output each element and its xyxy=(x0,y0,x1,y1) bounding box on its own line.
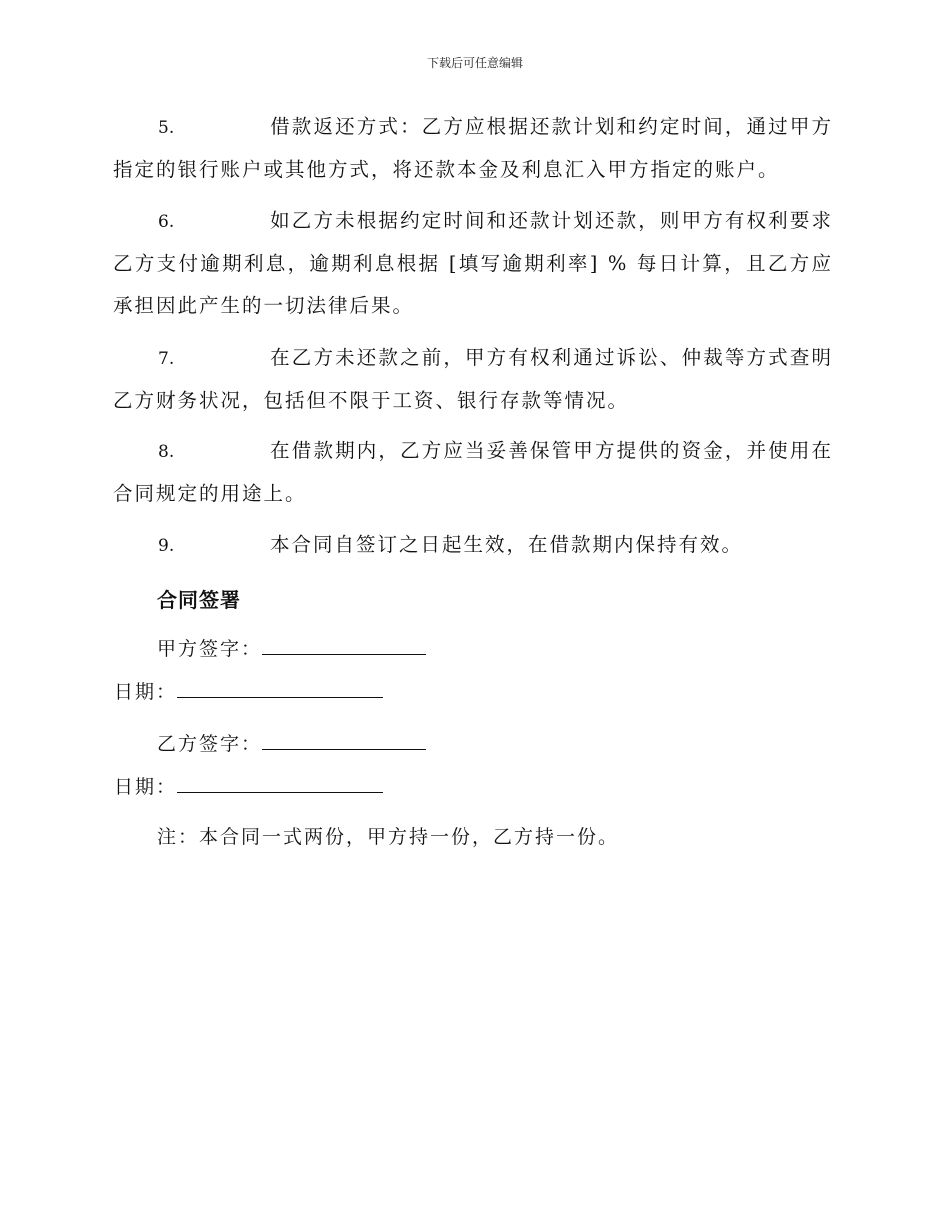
copies-note: 注：本合同一式两份，甲方持一份，乙方持一份。 xyxy=(157,826,620,848)
party-a-date-line xyxy=(114,679,383,704)
clause-number: 8. xyxy=(158,442,175,462)
clause-5 xyxy=(113,106,833,191)
party-b-date-line xyxy=(114,774,383,799)
party-a-label: 甲方签字： xyxy=(157,638,263,660)
clause-text: 本合同自签订之日起生效，在借款期内保持有效。 xyxy=(270,533,744,556)
date-b-label: 日期： xyxy=(114,776,178,798)
clause-text: 在借款期内，乙方应当妥善保管甲方提供的资金，并使用在合同规定的用途上。 xyxy=(113,439,833,505)
clause-number: 7. xyxy=(158,349,175,369)
party-b-signature-field[interactable] xyxy=(262,731,426,750)
clause-6 xyxy=(113,200,833,327)
party-b-signature-line xyxy=(157,731,426,756)
party-b-label: 乙方签字： xyxy=(157,733,263,755)
party-b-date-field[interactable] xyxy=(177,774,383,793)
party-a-date-field[interactable] xyxy=(177,679,383,698)
party-a-signature-line xyxy=(157,636,426,661)
clause-number: 6. xyxy=(158,212,175,232)
party-a-signature-field[interactable] xyxy=(262,636,426,655)
clause-text: 在乙方未还款之前，甲方有权利通过诉讼、仲裁等方式查明乙方财务状况，包括但不限于工资、银行存款等情况。 xyxy=(113,346,833,412)
clause-text: 借款返还方式：乙方应根据还款计划和约定时间，通过甲方指定的银行账户或其他方式，将还款本金及利息汇入甲方指定的账户。 xyxy=(113,115,833,181)
clause-number: 5. xyxy=(158,118,175,138)
clause-text: 如乙方未根据约定时间和还款计划还款，则甲方有权利要求乙方支付逾期利息，逾期利息根据 [填写逾期利率] % 每日计算，且乙方应承担因此产生的一切法律后果。 xyxy=(113,209,833,317)
signing-heading: 合同签署 xyxy=(157,588,241,612)
clause-8 xyxy=(113,430,833,515)
clause-9 xyxy=(113,524,833,567)
clause-number: 9. xyxy=(158,536,175,556)
date-a-label: 日期： xyxy=(114,681,178,703)
clause-7 xyxy=(113,337,833,422)
page-header: 下载后可任意编辑 xyxy=(426,56,523,70)
